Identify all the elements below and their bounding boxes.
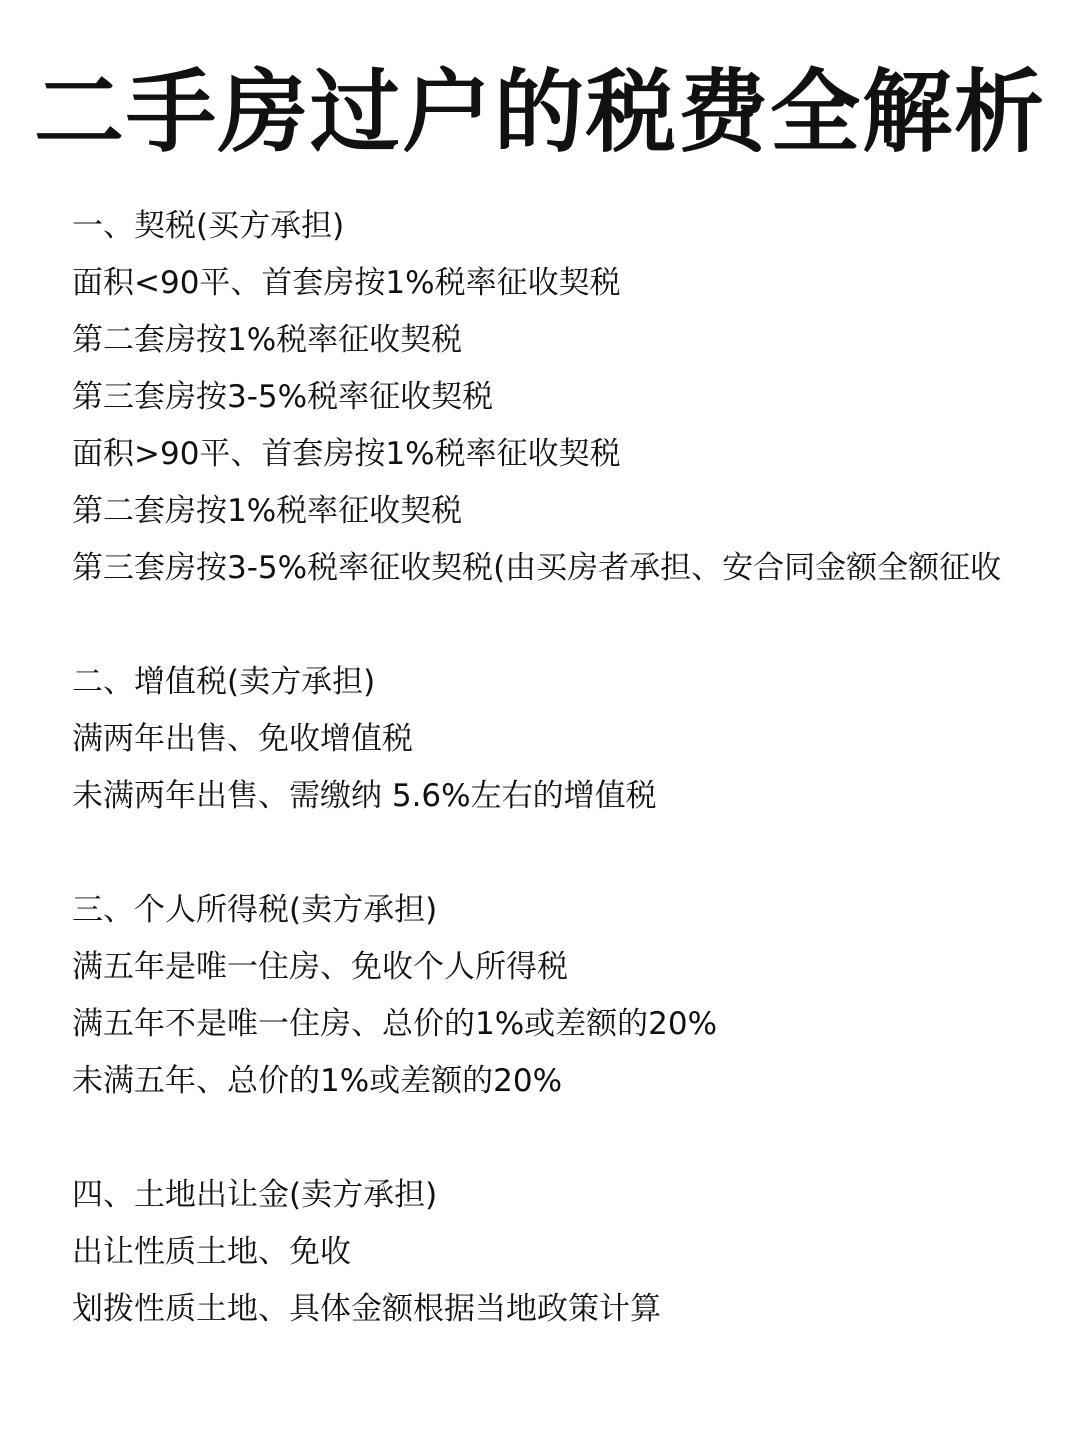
- section-line: 第三套房按3-5%税率征收契税: [72, 379, 494, 415]
- section-land-transfer-fee: [72, 1167, 1022, 1338]
- section-line: 出让性质土地、免收: [72, 1234, 351, 1270]
- section-heading: 四、土地出让金(卖方承担): [72, 1177, 438, 1213]
- section-line: 划拨性质土地、具体金额根据当地政策计算: [72, 1291, 661, 1327]
- section-line: 第二套房按1%税率征收契税: [72, 493, 463, 529]
- section-line: 满五年是唯一住房、免收个人所得税: [72, 949, 568, 985]
- section-line: 面积<90平、首套房按1%税率征收契税: [72, 265, 621, 301]
- section-line: 满两年出售、免收增值税: [72, 721, 413, 757]
- section-line: 第三套房按3-5%税率征收契税(由买房者承担、安合同金额全额征收: [72, 550, 1002, 586]
- document-content: [72, 198, 1022, 1338]
- section-heading: 一、契税(买方承担): [72, 208, 345, 244]
- section-heading: 三、个人所得税(卖方承担): [72, 892, 438, 928]
- section-line: 第二套房按1%税率征收契税: [72, 322, 463, 358]
- section-deed-tax: [72, 198, 1022, 597]
- section-line: 满五年不是唯一住房、总价的1%或差额的20%: [72, 1006, 718, 1042]
- section-line: 未满五年、总价的1%或差额的20%: [72, 1063, 563, 1099]
- section-heading: 二、增值税(卖方承担): [72, 664, 376, 700]
- section-income-tax: [72, 882, 1022, 1110]
- section-vat: [72, 654, 1022, 825]
- section-line: 未满两年出售、需缴纳 5.6%左右的增值税: [72, 778, 657, 814]
- section-line: 面积>90平、首套房按1%税率征收契税: [72, 436, 621, 472]
- page-title: 二手房过户的税费全解析: [34, 60, 1046, 165]
